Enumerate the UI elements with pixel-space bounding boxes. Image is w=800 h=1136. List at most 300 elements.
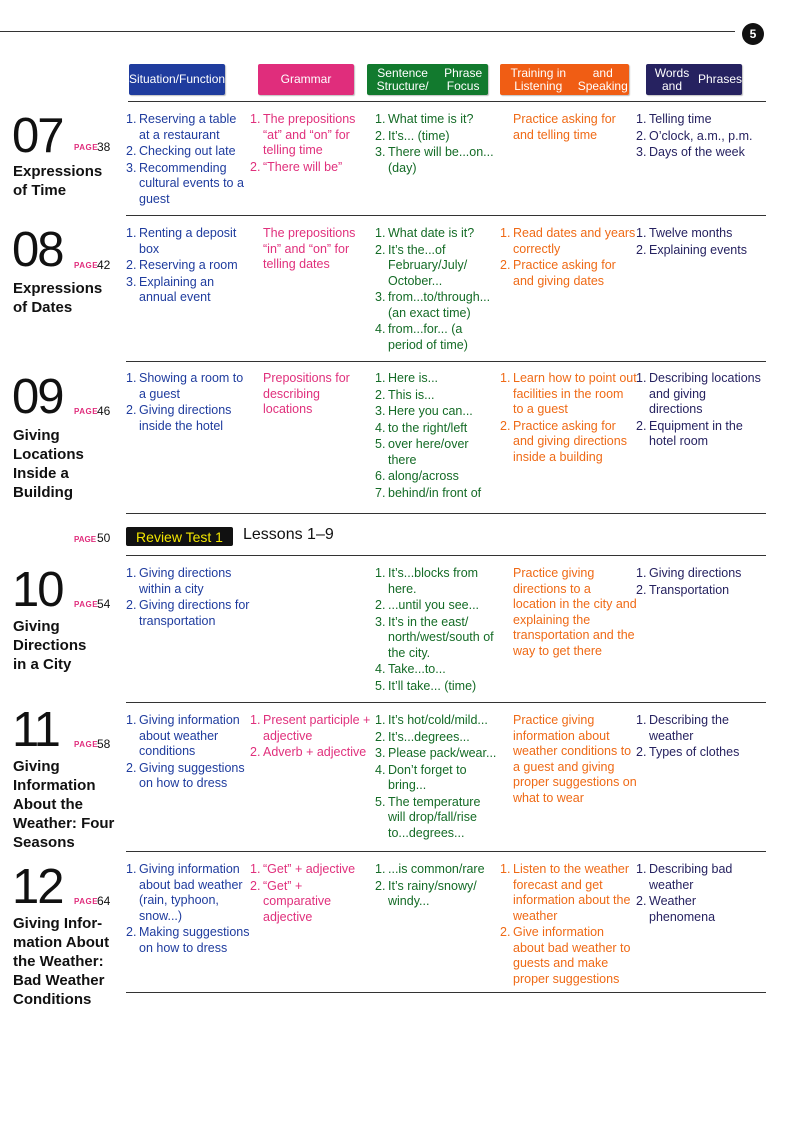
item-text: It’s... (time) <box>388 128 450 143</box>
lesson-title-line: in a City <box>13 656 72 673</box>
lesson-page-label: PAGE <box>74 897 99 906</box>
item-number: 2. <box>126 760 137 775</box>
item-number: 5. <box>375 794 386 809</box>
lesson-page-label: PAGE <box>74 261 99 270</box>
item-number: 2. <box>126 925 137 939</box>
lesson-title-line: Expressions <box>13 163 103 180</box>
item-text: This is... <box>388 387 435 402</box>
item-number: 1. <box>250 112 261 126</box>
item-number: 1. <box>126 713 137 727</box>
item-text: Present participle + adjective <box>263 713 371 743</box>
lesson-title-line: of Dates <box>13 299 73 316</box>
lesson-training-cell <box>500 713 637 807</box>
list-item <box>636 745 762 761</box>
list-item <box>375 615 499 662</box>
lesson-number: 12 <box>12 860 63 914</box>
list-item <box>636 129 762 145</box>
item-text: Practice asking for and giving directions inside a building <box>513 418 627 464</box>
row-divider <box>126 361 766 362</box>
list-item <box>375 322 499 353</box>
item-text: Please pack/wear... <box>388 746 497 760</box>
item-text: It’s...degrees... <box>388 729 470 744</box>
list-item <box>375 763 499 794</box>
item-text: Renting a deposit box <box>139 226 237 256</box>
header-label: Sentence Structure/ <box>376 65 429 93</box>
list-item <box>375 730 499 746</box>
item-text: Describing the weather <box>649 713 729 743</box>
item-text: Types of clothes <box>649 745 740 759</box>
item-number: 4. <box>375 420 386 435</box>
list-item <box>250 371 372 418</box>
header-grammar <box>258 64 354 95</box>
list-item <box>126 761 250 792</box>
item-number: 2. <box>636 894 647 908</box>
lesson-title-line: Giving <box>13 427 60 444</box>
item-text: Transportation <box>649 582 730 597</box>
item-text: Giving directions within a city <box>139 566 232 596</box>
lesson-title-line: Giving Infor- <box>13 915 103 932</box>
row-divider <box>126 992 766 993</box>
item-number: 1. <box>375 862 386 876</box>
item-number: 2. <box>375 878 386 893</box>
lesson-sentence-cell <box>375 371 499 502</box>
list-item <box>250 745 372 761</box>
list-item <box>375 598 499 614</box>
list-item <box>126 598 250 629</box>
review-page-number: 50 <box>97 531 111 545</box>
lesson-grammar-cell <box>250 713 372 762</box>
header-rule <box>128 101 766 102</box>
item-number: 1. <box>375 112 386 126</box>
list-item <box>375 795 499 842</box>
list-item <box>375 679 499 695</box>
item-number: 3. <box>375 746 386 760</box>
item-number: 2. <box>636 418 647 433</box>
list-item <box>500 371 637 418</box>
item-text: Here is... <box>388 371 439 385</box>
item-text: Making suggestions on how to dress <box>139 925 250 955</box>
row-divider <box>126 513 766 514</box>
item-text: to the right/left <box>388 420 468 435</box>
item-text: “Get” + comparative adjective <box>263 878 332 924</box>
row-divider <box>126 851 766 852</box>
item-text: “Get” + adjective <box>263 862 356 876</box>
item-number: 1. <box>375 566 386 580</box>
header-situation-function <box>129 64 225 95</box>
lesson-sentence-cell <box>375 713 499 842</box>
list-item <box>375 112 499 128</box>
item-number: 1. <box>126 371 137 385</box>
item-text: Take...to... <box>388 662 446 676</box>
item-number: 1. <box>636 226 647 240</box>
item-number: 4. <box>375 662 386 676</box>
lesson-grammar-cell <box>250 862 372 926</box>
list-item <box>375 437 499 468</box>
item-number: 1. <box>636 112 647 126</box>
list-item <box>500 713 637 806</box>
header-label: Words and <box>654 65 690 93</box>
item-text: It’ll take... (time) <box>388 678 477 693</box>
header-label: Phrase Focus <box>444 65 483 93</box>
item-number: 1. <box>250 713 261 727</box>
page-number-badge: 5 <box>742 23 764 45</box>
item-number: 2. <box>375 387 386 402</box>
list-item <box>375 862 499 878</box>
item-text: Recommending cultural events to a guest <box>139 160 244 206</box>
list-item <box>250 160 372 176</box>
item-number: 2. <box>126 598 137 612</box>
lesson-page-number: 42 <box>97 258 111 272</box>
item-text: It’s rainy/snowy/ windy... <box>388 878 477 908</box>
lesson-title <box>13 757 114 852</box>
list-item <box>250 879 372 926</box>
item-number: 1. <box>636 862 647 876</box>
item-text: Practice asking for and giving dates <box>513 258 616 288</box>
lesson-words-cell <box>636 566 762 599</box>
item-text: Read dates and years correctly <box>513 226 636 256</box>
header-label: Training in Listening <box>510 65 567 93</box>
lesson-grammar-cell <box>250 226 372 274</box>
item-number: 1. <box>126 566 137 580</box>
lesson-situation-cell <box>126 862 250 957</box>
lesson-title-line: Weather: Four <box>13 815 115 832</box>
lesson-training-cell <box>500 371 637 466</box>
list-item <box>375 486 499 502</box>
item-number: 2. <box>375 128 386 143</box>
list-item <box>636 894 762 925</box>
item-text: ...until you see... <box>388 598 480 612</box>
list-item <box>375 145 499 176</box>
item-text: The temperature will drop/fall/rise to...degrees... <box>388 794 481 840</box>
lesson-situation-cell <box>126 112 250 208</box>
header-label: Function <box>179 72 226 86</box>
item-number: 4. <box>375 762 386 777</box>
lesson-words-cell <box>636 371 762 451</box>
list-item <box>636 419 762 450</box>
item-text: Don’t forget to bring... <box>388 762 467 792</box>
list-item <box>500 566 637 659</box>
lesson-title-line: Seasons <box>13 834 75 851</box>
lesson-words-cell <box>636 226 762 259</box>
lesson-training-cell <box>500 566 637 660</box>
list-item <box>250 862 372 878</box>
item-text: It’s the...of February/July/ October... <box>388 242 468 288</box>
item-text: Giving directions <box>649 566 742 580</box>
lesson-sentence-cell <box>375 862 499 911</box>
item-text: from...to/through... (an exact time) <box>388 290 491 320</box>
review-lessons-range: Lessons 1–9 <box>243 526 334 543</box>
list-item <box>126 112 250 143</box>
list-item <box>375 662 499 678</box>
item-number: 5. <box>375 678 386 693</box>
list-item <box>375 713 499 729</box>
list-item <box>500 862 637 924</box>
item-text: Describing locations and giving directions <box>649 371 761 416</box>
review-test-badge: Review Test 1 <box>126 527 233 546</box>
list-item <box>500 925 637 987</box>
list-item <box>126 371 250 402</box>
item-text: What date is it? <box>388 226 475 240</box>
list-item <box>636 371 762 418</box>
item-number: 2. <box>250 745 261 759</box>
item-number: 2. <box>250 159 261 174</box>
item-text: Giving directions inside the hotel <box>139 403 232 433</box>
lesson-number: 07 <box>12 109 63 163</box>
item-text: Days of the week <box>649 145 745 159</box>
lesson-title-line: Conditions <box>13 991 92 1008</box>
item-number: 2. <box>636 128 647 143</box>
list-item <box>500 419 637 466</box>
lesson-words-cell <box>636 112 762 162</box>
header-label: Situation/ <box>128 72 180 86</box>
item-text: from...for... (a period of time) <box>388 322 468 352</box>
item-text: “There will be” <box>263 159 343 174</box>
item-text: It’s in the east/ north/west/south of the city. <box>388 614 494 660</box>
lesson-words-cell <box>636 862 762 926</box>
lesson-title-line: Expressions <box>13 280 103 297</box>
item-text: The prepositions “at” and “on” for telling time <box>263 112 356 157</box>
lesson-title-line: About the <box>13 796 83 813</box>
item-text: It’s hot/cold/mild... <box>388 713 488 727</box>
item-number: 1. <box>375 713 386 727</box>
item-text: Giving directions for transportation <box>139 598 250 628</box>
list-item <box>375 404 499 420</box>
list-item <box>636 862 762 893</box>
item-number: 3. <box>375 145 386 159</box>
lesson-title-line: Building <box>13 484 73 501</box>
list-item <box>126 713 250 760</box>
lesson-title-line: the Weather: <box>13 953 104 970</box>
item-number: 1. <box>375 371 386 385</box>
item-number: 6. <box>375 469 386 483</box>
header-label: Phrases <box>697 72 742 86</box>
list-item <box>636 145 762 161</box>
list-item <box>636 112 762 128</box>
item-number: 1. <box>126 862 137 876</box>
item-text: Reserving a table at a restaurant <box>139 112 237 142</box>
row-divider <box>126 215 766 216</box>
item-number: 3. <box>375 614 386 629</box>
item-text: Prepositions for describing locations <box>263 371 350 416</box>
lesson-page-label: PAGE <box>74 407 99 416</box>
list-item <box>375 566 499 597</box>
item-number: 2. <box>126 403 137 417</box>
list-item <box>250 713 372 744</box>
list-item <box>250 112 372 159</box>
item-text: Reserving a room <box>139 258 238 272</box>
lesson-situation-cell <box>126 371 250 435</box>
lesson-title <box>13 162 102 200</box>
item-text: Giving suggestions on how to dress <box>139 760 245 790</box>
list-item <box>126 161 250 208</box>
item-text: over here/over there <box>388 437 469 467</box>
item-text: Explaining events <box>649 242 747 257</box>
lesson-sentence-cell <box>375 112 499 177</box>
item-number: 2. <box>375 242 386 257</box>
item-text: There will be...on... (day) <box>388 145 494 175</box>
lesson-page-number: 46 <box>97 404 111 418</box>
list-item <box>375 879 499 910</box>
item-number: 2. <box>636 745 647 759</box>
list-item <box>500 226 637 257</box>
item-text: Twelve months <box>649 226 733 240</box>
lesson-page-number: 64 <box>97 894 111 908</box>
item-number: 2. <box>500 925 511 939</box>
item-number: 1. <box>636 566 647 580</box>
item-number: 3. <box>636 145 647 159</box>
item-text: Showing a room to a guest <box>139 371 244 401</box>
lesson-title-line: of Time <box>13 182 67 199</box>
list-item <box>126 862 250 924</box>
list-item <box>500 258 637 289</box>
item-text: Listen to the weather forecast and get information about the weather <box>513 862 631 923</box>
item-number: 2. <box>636 582 647 597</box>
review-divider <box>126 555 766 556</box>
item-text: along/across <box>388 469 459 483</box>
lesson-number: 11 <box>12 703 59 757</box>
lesson-words-cell <box>636 713 762 762</box>
lesson-sentence-cell <box>375 226 499 354</box>
lesson-training-cell <box>500 112 637 144</box>
lesson-number: 10 <box>12 563 63 617</box>
item-text: Practice asking for and telling time <box>513 112 616 142</box>
item-text: Giving information about bad weather (rain, typhoon, snow...) <box>139 862 243 923</box>
lesson-title-line: mation About <box>13 934 110 951</box>
lesson-title <box>13 914 109 1009</box>
item-number: 1. <box>126 112 137 126</box>
item-number: 1. <box>636 713 647 727</box>
item-number: 2. <box>250 878 261 893</box>
list-item <box>126 925 250 956</box>
lesson-situation-cell <box>126 713 250 793</box>
review-page-label: PAGE <box>74 535 97 544</box>
lesson-page-number: 38 <box>97 140 111 154</box>
list-item <box>375 388 499 404</box>
item-number: 4. <box>375 322 386 336</box>
lesson-grammar-cell <box>250 371 372 419</box>
item-text: Give information about bad weather to guests and make proper suggestions <box>513 925 631 986</box>
item-number: 7. <box>375 485 386 500</box>
lesson-page-number: 58 <box>97 737 111 751</box>
item-number: 1. <box>500 371 511 385</box>
item-text: Weather phenomena <box>649 894 716 924</box>
item-text: Describing bad weather <box>649 862 733 892</box>
lesson-page-label: PAGE <box>74 143 99 152</box>
item-text: O’clock, a.m., p.m. <box>649 128 753 143</box>
list-item <box>375 226 499 242</box>
item-text: behind/in front of <box>388 485 482 500</box>
item-number: 1. <box>636 371 647 385</box>
lesson-page-label: PAGE <box>74 600 99 609</box>
item-number: 2. <box>126 144 137 158</box>
list-item <box>375 421 499 437</box>
item-text: Practice giving directions to a location in the city and explaining the transportation and the way to get there <box>513 566 637 658</box>
item-text: Learn how to point out facilities in the room to a guest <box>513 371 637 416</box>
item-number: 3. <box>126 160 137 175</box>
item-number: 3. <box>126 274 137 289</box>
list-item <box>636 226 762 242</box>
lesson-title <box>13 617 86 674</box>
row-divider <box>126 702 766 703</box>
list-item <box>636 243 762 259</box>
lesson-title-line: Directions <box>13 637 87 654</box>
lesson-page-number: 54 <box>97 597 111 611</box>
lesson-title-line: Locations <box>13 446 84 463</box>
lesson-training-cell <box>500 226 637 290</box>
list-item <box>375 290 499 321</box>
lesson-title <box>13 426 84 502</box>
list-item <box>250 226 372 273</box>
lesson-title-line: Information <box>13 777 96 794</box>
header-training <box>500 64 629 95</box>
lesson-training-cell <box>500 862 637 988</box>
list-item <box>375 469 499 485</box>
item-number: 1. <box>500 862 511 876</box>
item-text: The prepositions “in” and “on” for telling dates <box>263 226 356 271</box>
list-item <box>126 566 250 597</box>
list-item <box>636 583 762 599</box>
top-rule <box>0 31 735 32</box>
lesson-page-label: PAGE <box>74 740 99 749</box>
item-number: 1. <box>250 862 261 876</box>
item-number: 2. <box>126 258 137 272</box>
lesson-number: 08 <box>12 223 63 277</box>
item-text: Checking out late <box>139 144 236 158</box>
item-number: 2. <box>500 258 511 272</box>
lesson-number: 09 <box>12 370 63 424</box>
item-text: Telling time <box>649 112 712 126</box>
item-number: 2. <box>375 729 386 744</box>
item-number: 3. <box>375 290 386 304</box>
lesson-title-line: Giving <box>13 618 60 635</box>
header-words-phrases <box>646 64 742 95</box>
list-item <box>636 713 762 744</box>
item-text: Here you can... <box>388 404 473 418</box>
list-item <box>375 129 499 145</box>
list-item <box>500 112 637 143</box>
list-item <box>126 258 250 274</box>
item-text: Practice giving information about weather conditions to a guest and giving proper suggestions on what to wear <box>513 713 637 805</box>
item-number: 3. <box>375 404 386 418</box>
list-item <box>375 243 499 290</box>
item-text: Adverb + adjective <box>263 745 367 759</box>
item-number: 5. <box>375 437 386 451</box>
list-item <box>126 403 250 434</box>
header-label: and Speaking <box>577 65 628 93</box>
lesson-situation-cell <box>126 226 250 307</box>
item-number: 2. <box>375 598 386 612</box>
item-number: 1. <box>126 226 137 240</box>
item-text: ...is common/rare <box>388 862 485 876</box>
item-number: 2. <box>636 242 647 257</box>
item-text: Equipment in the hotel room <box>649 418 743 448</box>
list-item <box>375 371 499 387</box>
lesson-title-line: Giving <box>13 758 60 775</box>
header-label: Grammar <box>280 72 332 86</box>
item-text: Explaining an annual event <box>139 274 215 304</box>
list-item <box>126 144 250 160</box>
item-text: It’s...blocks from here. <box>388 566 479 596</box>
item-text: Giving information about weather conditions <box>139 713 240 758</box>
item-number: 2. <box>500 418 511 433</box>
lesson-title <box>13 279 102 317</box>
list-item <box>636 566 762 582</box>
lesson-situation-cell <box>126 566 250 630</box>
list-item <box>126 275 250 306</box>
header-sentence-structure <box>367 64 488 95</box>
lesson-title-line: Bad Weather <box>13 972 105 989</box>
lesson-title-line: Inside a <box>13 465 69 482</box>
